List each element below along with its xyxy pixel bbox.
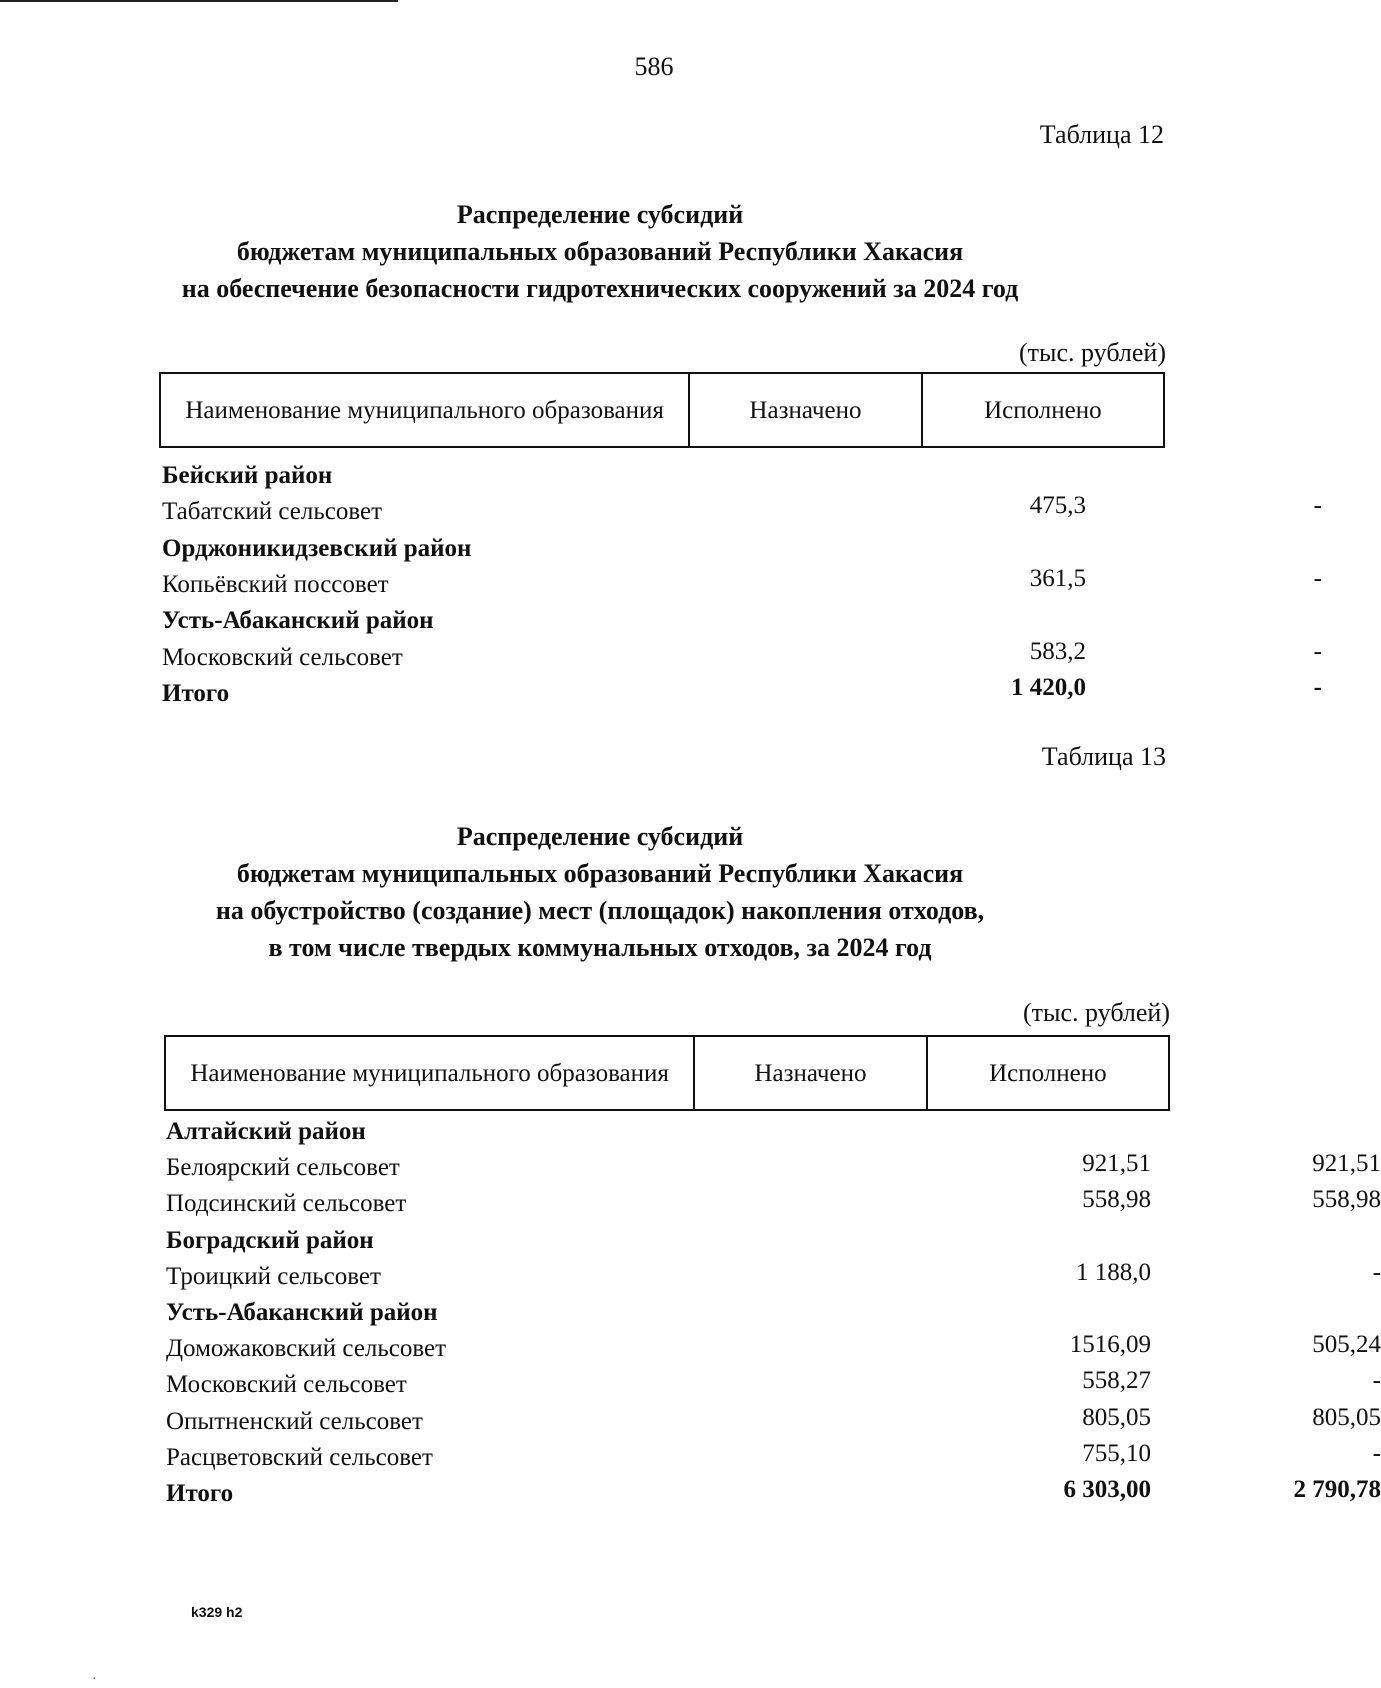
row-name: Боградский район bbox=[166, 1226, 374, 1254]
table13-title-line: на обустройство (создание) мест (площадок) накопления отходов, bbox=[215, 896, 985, 925]
row-name: Усть-Абаканский район bbox=[166, 1299, 438, 1326]
row-assigned: 558,98 bbox=[1082, 1186, 1151, 1214]
row-executed: - bbox=[1313, 637, 1322, 665]
table12-row-district bbox=[162, 535, 1162, 567]
row-assigned: 583,2 bbox=[1029, 637, 1086, 665]
table12-label: Таблица 12 bbox=[1039, 120, 1164, 149]
table13-units: (тыс. рублей) bbox=[1022, 998, 1170, 1027]
row-name: Алтайский район bbox=[166, 1118, 366, 1145]
row-name: Доможаковский сельсовет bbox=[166, 1335, 447, 1363]
table12-row-district bbox=[162, 462, 1162, 494]
table12-title-line: бюджетам муниципальных образований Республики Хакасия bbox=[236, 237, 964, 266]
row-executed: - bbox=[1372, 1367, 1381, 1395]
row-name: Подсинский сельсовет bbox=[166, 1190, 407, 1218]
table13-title bbox=[0, 818, 1200, 966]
row-name: Бейский район bbox=[162, 462, 333, 489]
row-executed: 558,98 bbox=[1312, 1186, 1381, 1214]
footer-code: k329 h2 bbox=[191, 1604, 243, 1620]
table12-title-line: на обеспечение безопасности гидротехнических сооружений за 2024 год bbox=[181, 274, 1019, 303]
row-name: Опытненский сельсовет bbox=[166, 1407, 423, 1435]
row-name: Белоярский сельсовет bbox=[166, 1154, 400, 1182]
scan-mark: · bbox=[92, 1672, 97, 1687]
table12-row-district bbox=[162, 607, 1162, 639]
table13-header bbox=[164, 1035, 1170, 1111]
table12-header bbox=[159, 372, 1165, 448]
table13-row-item bbox=[166, 1403, 1381, 1440]
top-rule bbox=[0, 0, 398, 2]
table13-row-item bbox=[166, 1150, 1381, 1186]
row-executed: - bbox=[1313, 673, 1322, 701]
row-name: Расцветовский сельсовет bbox=[166, 1443, 433, 1471]
row-executed: 505,24 bbox=[1312, 1331, 1381, 1359]
row-executed: - bbox=[1313, 564, 1322, 592]
row-assigned: 1 420,0 bbox=[1011, 673, 1086, 701]
row-name: Орджоникидзевский район bbox=[162, 534, 472, 562]
row-executed: - bbox=[1313, 492, 1322, 520]
row-assigned: 6 303,00 bbox=[1063, 1476, 1151, 1503]
row-assigned: 361,5 bbox=[1029, 564, 1086, 592]
table13-row-item bbox=[166, 1439, 1381, 1476]
table12-row-item bbox=[162, 564, 1322, 603]
row-assigned: 558,27 bbox=[1082, 1367, 1151, 1395]
table12-header-executed: Исполнено bbox=[922, 373, 1164, 447]
table13-row-item bbox=[166, 1367, 1381, 1403]
row-executed: 805,05 bbox=[1312, 1403, 1381, 1431]
table12-row-item bbox=[162, 492, 1322, 530]
table13-header-name: Наименование муниципального образования bbox=[165, 1036, 694, 1110]
table13-title-line: в том числе твердых коммунальных отходов, за 2024 год bbox=[268, 933, 932, 962]
table13-row-item bbox=[166, 1186, 1381, 1222]
row-name: Троицкий сельсовет bbox=[166, 1262, 381, 1290]
table13-row-district bbox=[166, 1118, 1166, 1150]
row-assigned: 755,10 bbox=[1082, 1439, 1151, 1467]
table13-title-line: бюджетам муниципальных образований Республики Хакасия bbox=[236, 859, 964, 888]
page-number: 586 bbox=[634, 52, 674, 81]
row-name: Итого bbox=[162, 679, 230, 707]
row-name: Копьёвский поссовет bbox=[162, 570, 389, 598]
row-assigned: 1516,09 bbox=[1069, 1331, 1151, 1359]
row-assigned: 921,51 bbox=[1082, 1150, 1151, 1178]
table13-row-district bbox=[166, 1299, 1166, 1331]
row-name: Итого bbox=[166, 1480, 234, 1507]
table12-units: (тыс. рублей) bbox=[1018, 338, 1166, 367]
row-assigned: 805,05 bbox=[1082, 1403, 1151, 1431]
table13-row-item bbox=[166, 1331, 1381, 1367]
table13-row-item bbox=[166, 1258, 1381, 1295]
row-executed: - bbox=[1372, 1258, 1381, 1286]
table13-header-assigned: Назначено bbox=[694, 1036, 926, 1110]
row-executed: 921,51 bbox=[1312, 1150, 1381, 1178]
table13-title-line: Распределение субсидий bbox=[456, 822, 744, 851]
row-executed: 2 790,78 bbox=[1293, 1476, 1381, 1503]
table13-header-executed: Исполнено bbox=[927, 1036, 1169, 1110]
row-name: Усть-Абаканский район bbox=[162, 607, 434, 635]
table13-row-district bbox=[166, 1227, 1166, 1259]
row-executed: - bbox=[1372, 1439, 1381, 1467]
table12-header-assigned: Назначено bbox=[689, 373, 921, 447]
table12-title-line: Распределение субсидий bbox=[456, 200, 744, 229]
table12-header-name: Наименование муниципального образования bbox=[160, 373, 689, 447]
table13-row-total bbox=[166, 1476, 1381, 1512]
table12-row-total bbox=[162, 673, 1322, 712]
row-name: Табатский сельсовет bbox=[162, 498, 383, 526]
table13-label: Таблица 13 bbox=[1041, 742, 1166, 771]
row-name: Московский сельсовет bbox=[166, 1371, 407, 1399]
row-assigned: 1 188,0 bbox=[1076, 1258, 1151, 1286]
table12-row-item bbox=[162, 637, 1322, 676]
table12-title bbox=[0, 196, 1200, 307]
row-name: Московский сельсовет bbox=[162, 643, 403, 671]
row-assigned: 475,3 bbox=[1029, 492, 1086, 520]
